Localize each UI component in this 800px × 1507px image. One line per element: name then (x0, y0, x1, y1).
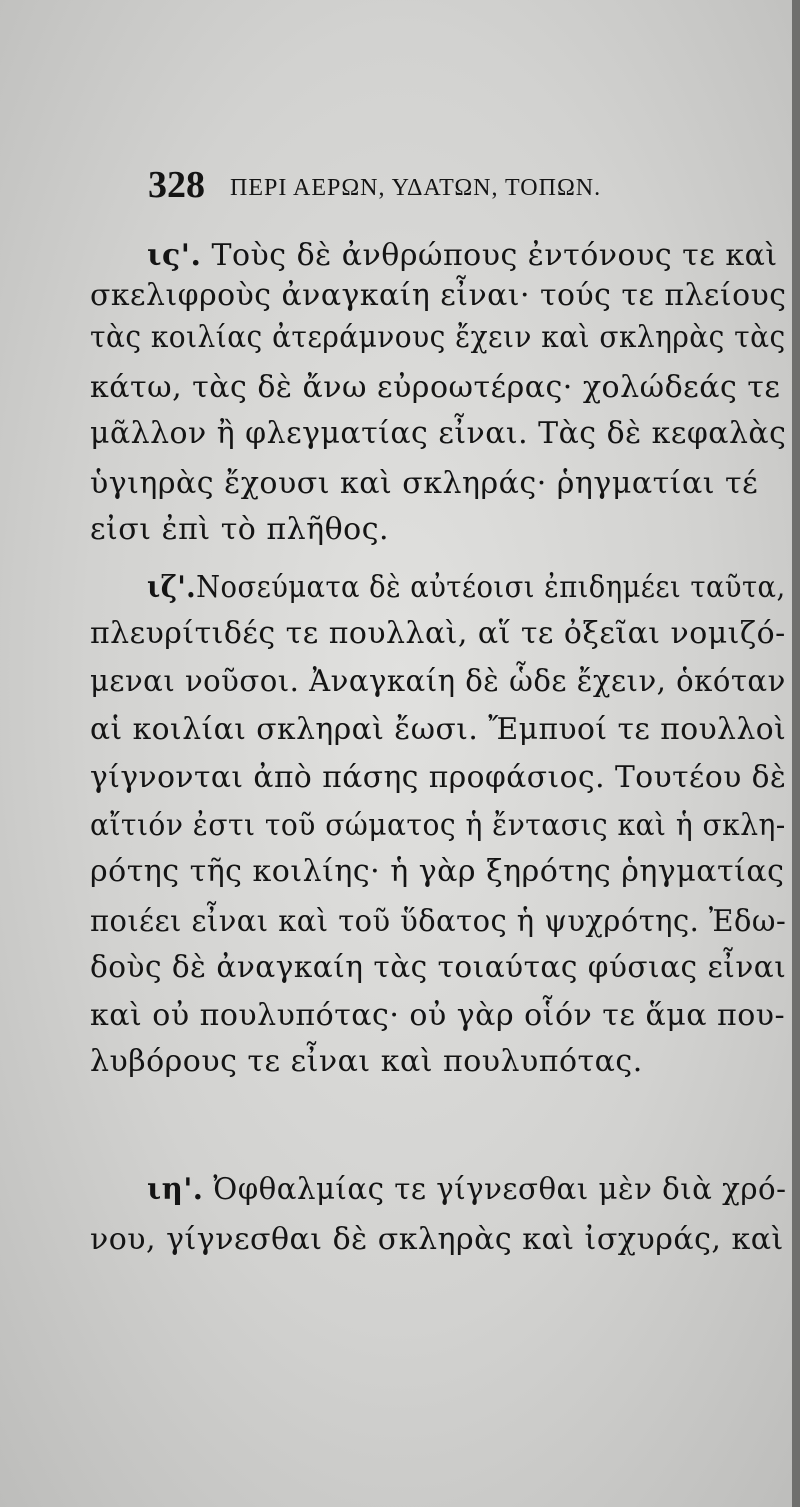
section-label: ις'. (147, 238, 202, 273)
text-line: πλευρίτιδές τε πουλλαὶ, αἵ τε ὀξεῖαι νομιζό- (90, 616, 786, 651)
page-number: 328 (148, 164, 205, 206)
text-line: αἱ κοιλίαι σκληραὶ ἔωσι. Ἔμπυοί τε πουλλοὶ (90, 712, 787, 747)
line-text: Νοσεύματα δὲ αὐτέοισι ἐπιδημέει ταῦτα, (196, 570, 786, 605)
text-line (147, 568, 786, 608)
text-line: ρότης τῆς κοιλίης· ἡ γὰρ ξηρότης ῥηγματίας (90, 854, 785, 889)
text-line: κάτω, τὰς δὲ ἄνω εὐροωτέρας· χολώδεάς τε (90, 370, 781, 405)
text-line: τὰς κοιλίας ἀτεράμνους ἔχειν καὶ σκληρὰς τὰς (90, 320, 786, 355)
text-line: ὑγιηρὰς ἔχουσι καὶ σκληράς· ῥηγματίαι τέ (90, 466, 759, 501)
text-line (147, 1170, 786, 1210)
text-line: μᾶλλον ἢ φλεγματίας εἶναι. Τὰς δὲ κεφαλὰς (90, 416, 787, 451)
text-line: αἴτιόν ἐστι τοῦ σώματος ἡ ἔντασις καὶ ἡ σκλη- (90, 808, 786, 843)
line-text: Ὀφθαλμίας τε γίγνεσθαι μὲν διὰ χρό- (203, 1172, 787, 1207)
text-line: σκελιφροὺς ἀναγκαίη εἶναι· τούς τε πλείους (90, 278, 787, 313)
text-line: νου, γίγνεσθαι δὲ σκληρὰς καὶ ἰσχυράς, καὶ (90, 1222, 784, 1257)
text-line: μεναι νοῦσοι. Ἀναγκαίη δὲ ὧδε ἔχειν, ὁκόταν (90, 664, 786, 699)
running-head: ΠΕΡΙ ΑΕΡΩΝ, ΥΔΑΤΩΝ, ΤΟΠΩΝ. (230, 175, 602, 201)
text-line: γίγνονται ἀπὸ πάσης προφάσιος. Τουτέου δὲ (90, 760, 787, 795)
line-text: Τοὺς δὲ ἀνθρώπους ἐντόνους τε καὶ (201, 238, 778, 273)
text-line: ποιέει εἶναι καὶ τοῦ ὕδατος ἡ ψυχρότης. Ἐδω- (90, 904, 787, 939)
page-header (148, 163, 748, 213)
text-line (147, 236, 778, 276)
text-line: εἰσι ἐπὶ τὸ πλῆθος. (90, 512, 390, 547)
section-label: ιη'. (147, 1172, 204, 1207)
text-line: δοὺς δὲ ἀναγκαίη τὰς τοιαύτας φύσιας εἶναι (90, 950, 787, 985)
section-label: ιζ'. (147, 570, 197, 605)
text-line: καὶ οὐ πουλυπότας· οὐ γὰρ οἷόν τε ἅμα που- (90, 998, 786, 1033)
text-line: λυβόρους τε εἶναι καὶ πουλυπότας. (90, 1044, 643, 1079)
page-edge-shadow (792, 0, 800, 1507)
